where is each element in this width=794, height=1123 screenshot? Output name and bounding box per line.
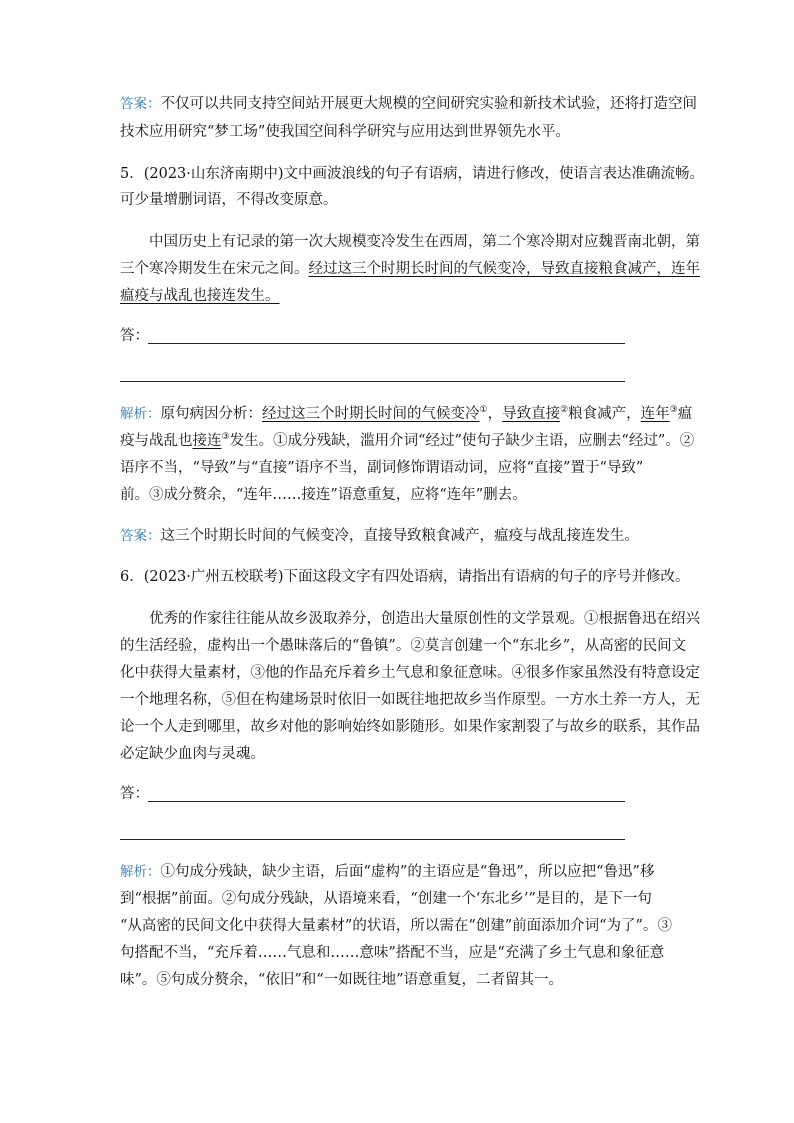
q6-passage-line-6: 必定缺少血肉与灵魂。	[120, 746, 265, 762]
marker-3: ③	[669, 405, 678, 416]
answer-label: 答案：	[120, 96, 161, 112]
marker-3b: ③	[221, 432, 230, 443]
answer-text: 不仅可以共同支持空间站开展更大规模的空间研究实验和新技术试验，还将打造空间	[160, 96, 697, 112]
q5-analysis-line-4: 前。③成分赘余，“连年……接连”语意重复，应将“连年”删去。	[120, 487, 527, 503]
analysis-label: 解析：	[120, 406, 161, 422]
q5-passage-line-1: 中国历史上有记录的第一次大规模变冷发生在西周，第二个寒冷期对应魏晋南北朝，第	[149, 234, 700, 250]
q5-analysis-line-1	[120, 404, 692, 424]
analysis-label: 解析：	[120, 864, 161, 880]
q5-title-line-2: 可少量增删词语，不得改变原意。	[120, 192, 338, 208]
analysis-underlined: 连年	[640, 406, 670, 422]
q6-answer-prompt: 答：	[120, 786, 149, 802]
q5-answer-line	[120, 526, 639, 546]
q4-answer-line-1	[120, 94, 697, 114]
q6-passage-line-2: 的生活经验，虚构出一个愚昧落后的“鲁镇”。②莫言创建一个“东北乡”，从高密的民间文	[120, 638, 687, 654]
answer-text: 这三个时期长时间的气候变冷，直接导致粮食减产，瘟疫与战乱接连发生。	[160, 528, 639, 544]
marker-1: ①	[479, 405, 488, 416]
q6-analysis-line-2: 到“根据”前面。②句成分残缺，从语境来看，“创建一个‘东北乡’”是目的，是下一句	[120, 891, 652, 907]
passage-text: 三个寒冷期发生在宋元之间。	[120, 261, 309, 277]
q5-passage-line-2	[120, 259, 700, 279]
q6-answer-blank-1[interactable]	[148, 801, 625, 802]
analysis-text: ，	[487, 406, 503, 422]
wavy-underlined-sentence: 经过这三个时期长时间的气候变冷，导致直接粮食减产，连年	[308, 261, 700, 277]
analysis-text: ①句成分残缺，缺少主语，后面“虚构”的主语应是“鲁迅”，所以应把“鲁迅”移	[160, 864, 655, 880]
analysis-text: 发生。①成分残缺，滥用介词“经过”使句子缺少主语，应删去“经过”。②	[229, 433, 695, 449]
analysis-text: 瘟	[677, 406, 693, 422]
q5-analysis-line-3: 语序不当，“导致”与“直接”语序不当，副词修饰谓语动词，应将“直接”置于“导致”	[120, 460, 644, 476]
q6-passage-line-3: 化中获得大量素材，③他的作品充斥着乡土气息和象征意味。④很多作家虽然没有特意设定	[120, 665, 700, 681]
q6-analysis-line-4: 句搭配不当，“充斥着……气息和……意味”搭配不当，应是“充满了乡土气息和象征意	[120, 945, 665, 961]
q4-answer-line-2: 技术应用研究“梦工场”使我国空间科学研究与应用达到世界领先水平。	[120, 124, 570, 140]
q6-answer-blank-2[interactable]	[120, 839, 625, 840]
analysis-text: 疫与战乱也	[120, 433, 193, 449]
q6-analysis-line-5: 味”。⑤句成分赘余，“依旧”和“一如既往地”语意重复，二者留其一。	[120, 972, 564, 988]
q5-passage-line-3	[120, 286, 280, 306]
q6-passage-line-1: 优秀的作家往往能从故乡汲取养分，创造出大量原创性的文学景观。①根据鲁迅在绍兴	[149, 611, 700, 627]
analysis-text: 粮食减产，	[568, 406, 641, 422]
q5-answer-blank-1[interactable]	[148, 343, 625, 344]
q5-answer-blank-2[interactable]	[120, 381, 625, 382]
q5-analysis-line-2	[120, 431, 694, 451]
q6-title: 6．(2023·广州五校联考)下面这段文字有四处语病，请指出有语病的句子的序号并修改。	[120, 569, 690, 585]
q6-analysis-line-3: “从高密的民间文化中获得大量素材”的状语，所以需在“创建”前面添加介词“为了”。③	[120, 918, 672, 934]
q5-answer-prompt: 答：	[120, 328, 149, 344]
q6-passage-line-5: 论一个人走到哪里，故乡对他的影响始终如影随形。如果作家割裂了与故乡的联系，其作品	[120, 719, 700, 735]
q6-passage-line-4: 一个地理名称，⑤但在构建场景时依旧一如既往地把故乡当作原型。一方水土养一方人，无	[120, 692, 700, 708]
q6-analysis-line-1	[120, 862, 654, 882]
wavy-underlined-sentence-end: 瘟疫与战乱也接连发生。	[120, 288, 280, 304]
analysis-underlined: 接连	[192, 433, 222, 449]
q5-title-line-1: 5．(2023·山东济南期中)文中画波浪线的句子有语病，请进行修改，使语言表达准确流畅。	[120, 166, 705, 182]
marker-2: ②	[560, 405, 569, 416]
answer-label: 答案：	[120, 528, 161, 544]
analysis-underlined: 经过这三个时期长时间的气候变冷	[262, 406, 480, 422]
analysis-text: 原句病因分析：	[160, 406, 262, 422]
analysis-underlined: 导致直接	[502, 406, 561, 422]
